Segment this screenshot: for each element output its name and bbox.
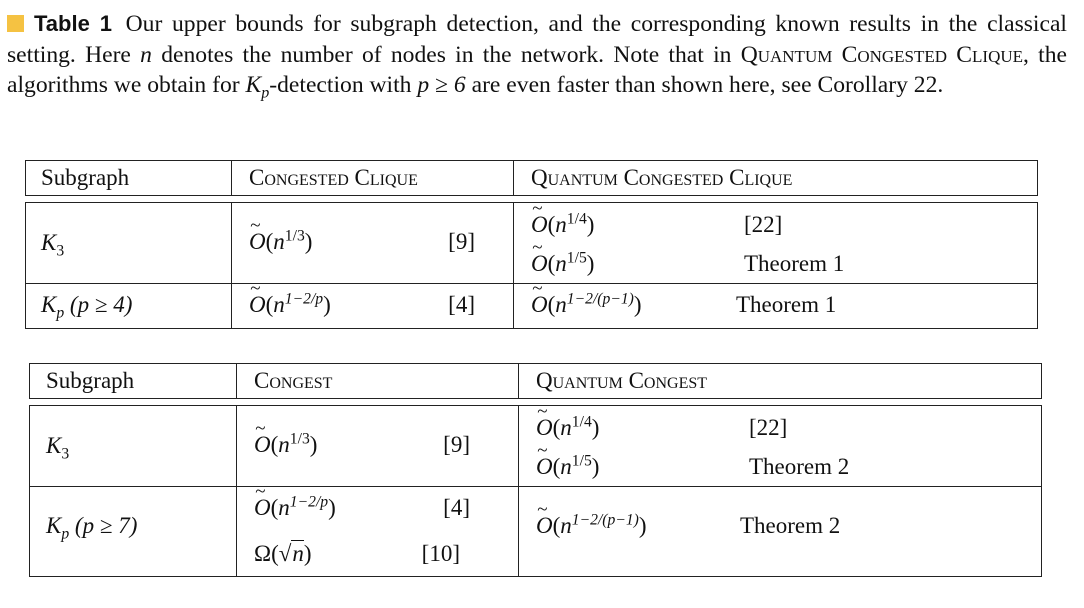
caption-kp: $K_p$	[245, 72, 270, 102]
table1-row1-quantum-ref-2: Theorem 1	[744, 251, 845, 276]
caption-text-5: are even faster than shown here, see Corollary 22.	[465, 72, 944, 98]
table1-header-divider-1	[231, 160, 232, 196]
table1-row1-classical-ref: [9]	[448, 229, 475, 254]
table2-row1-subgraph: $K_3$	[46, 433, 70, 463]
table-label: Table 1	[34, 11, 112, 36]
table2-row-divider	[29, 486, 1042, 487]
caption-n: n	[140, 41, 152, 68]
table2-row1-quantum-bound-1: ~ $O(n^{1/4})$	[536, 414, 599, 442]
table1-body-divider-2	[513, 202, 514, 329]
table1-body-divider-1	[231, 202, 232, 329]
table2-body-divider-1	[236, 405, 237, 577]
caption-text-1: Our upper bounds for subgraph detection, and the corresponding known results in the classical setting. Here	[7, 11, 1067, 68]
table2-row2-classical-lower-bound: Ω(√n)	[254, 541, 312, 566]
table-caption	[7, 9, 1067, 101]
table2-row2-quantum-ref: Theorem 2	[740, 513, 841, 538]
table2-header-divider-1	[236, 363, 237, 399]
table2-row1-classical-ref: [9]	[443, 432, 470, 457]
table1-row2-quantum-ref: Theorem 1	[736, 292, 837, 317]
table1-header-subgraph: Subgraph	[41, 165, 130, 190]
table2-row2-classical-ref-1: [4]	[443, 495, 470, 520]
table1-row1-classical-bound: ~ $O(n^{1/3})$	[249, 228, 312, 256]
table2-row2-classical-bound: ~ $O(n^{1-2/p})$	[254, 494, 336, 522]
table2-body-divider-2	[518, 405, 519, 577]
table1-row1-quantum-bound-2: ~ $O(n^{1/5})$	[531, 250, 594, 278]
table2-header-divider-2	[518, 363, 519, 399]
table2-row1-classical-bound: ~ $O(n^{1/3})$	[254, 431, 317, 459]
caption-cond: p ≥ 6	[417, 72, 466, 98]
table2-header-subgraph: Subgraph	[46, 368, 135, 393]
caption-text-3: , the algorithms we obtain for	[7, 41, 1067, 98]
caption-model: Quantum Congested Clique	[740, 41, 1024, 68]
table1-header-classical: Congested Clique	[249, 165, 418, 190]
table1-row1-quantum-bound-1: ~ $O(n^{1/4})$	[531, 211, 594, 239]
table1-header-quantum: Quantum Congested Clique	[531, 165, 793, 190]
table1-header-divider-2	[513, 160, 514, 196]
table1-row1-subgraph: $K_3$	[41, 230, 65, 260]
table2-row1-quantum-ref-2: Theorem 2	[749, 454, 850, 479]
caption-text-2: denotes the number of nodes in the network. Note that in	[151, 41, 741, 68]
table1-row2-subgraph: $K_p$ (p ≥ 4)	[41, 292, 133, 322]
table2-row1-quantum-bound-2: ~ $O(n^{1/5})$	[536, 453, 599, 481]
table1-row2-classical-bound: ~ $O(n^{1-2/p})$	[249, 291, 331, 319]
table1-row2-quantum-bound: ~ $O(n^{1-2/(p-1)})$	[531, 291, 642, 319]
table2-header-classical: Congest	[254, 368, 333, 393]
bookmark-square-icon	[7, 15, 24, 32]
table2-row2-quantum-bound: ~ $O(n^{1-2/(p-1)})$	[536, 512, 647, 540]
table2-header-quantum: Quantum Congest	[536, 368, 708, 393]
table1-row1-quantum-ref-1: [22]	[744, 212, 783, 237]
caption-text-4: -detection with	[269, 72, 418, 98]
table2-row2-classical-ref-2: [10]	[421, 541, 460, 566]
table1-row2-classical-ref: [4]	[448, 292, 475, 317]
table2-row2-subgraph: $K_p$ (p ≥ 7)	[46, 513, 138, 543]
table2-row1-quantum-ref-1: [22]	[749, 415, 788, 440]
